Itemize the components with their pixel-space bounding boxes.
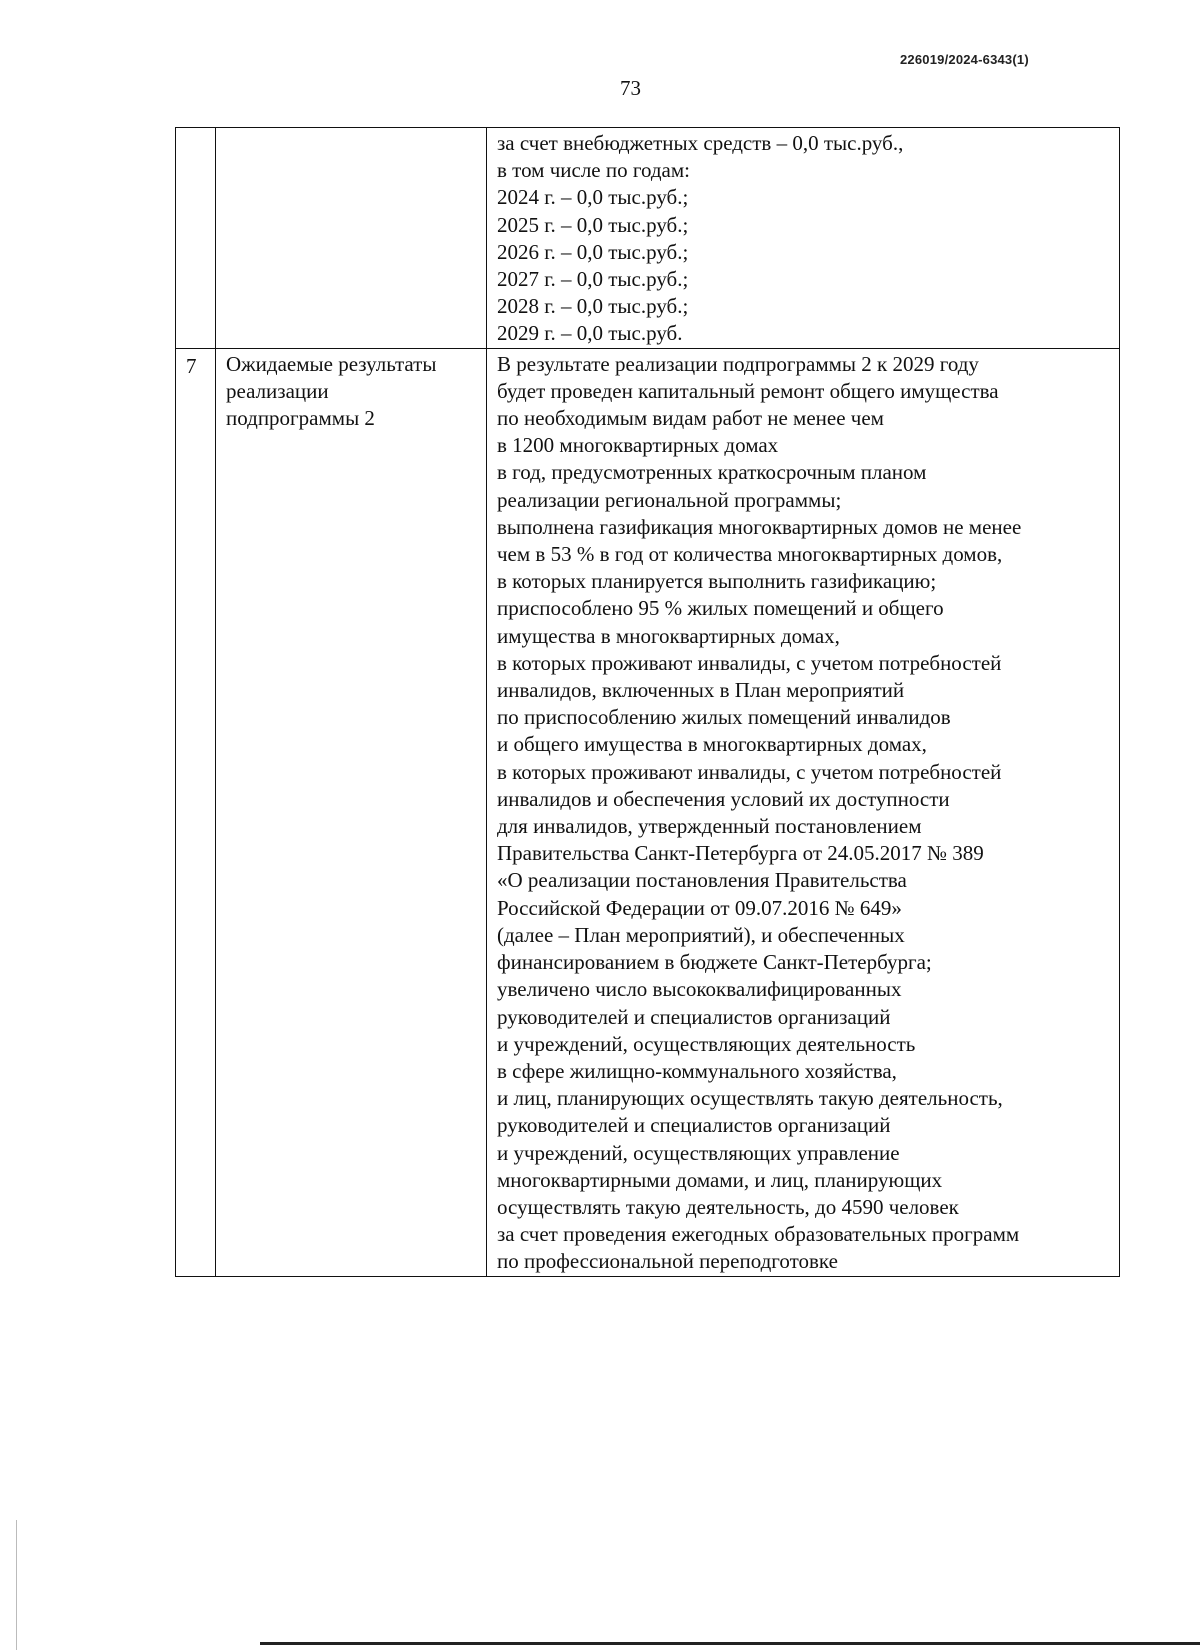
page-number: 73: [620, 76, 641, 100]
text-line: и учреждений, осуществляющих деятельность: [497, 1031, 916, 1056]
text-line: 2029 г. – 0,0 тыс.руб.: [497, 321, 683, 346]
text-line: в которых проживают инвалиды, с учетом потребностей: [497, 759, 1002, 784]
text-line: будет проведен капитальный ремонт общего имущества: [497, 378, 999, 403]
text-line: для инвалидов, утвержденный постановлением: [497, 814, 922, 839]
text-line: за счет проведения ежегодных образовательных программ: [497, 1222, 1020, 1247]
row-name-cell: [216, 128, 487, 349]
row-number-cell: [176, 128, 216, 349]
text-line: Правительства Санкт-Петербурга от 24.05.2017 № 389: [497, 841, 984, 866]
text-line: «О реализации постановления Правительства: [497, 868, 907, 893]
text-line: приспособлено 95 % жилых помещений и общего: [497, 596, 944, 621]
row-text-cell: [487, 128, 1120, 349]
text-line: Российской Федерации от 09.07.2016 № 649»: [497, 895, 902, 920]
text-line: многоквартирными домами, и лиц, планирующих: [497, 1167, 943, 1192]
text-line: 2026 г. – 0,0 тыс.руб.;: [497, 239, 689, 264]
scan-bottom-edge-line: [260, 1642, 1200, 1645]
text-line: (далее – План мероприятий), и обеспеченных: [497, 922, 905, 947]
text-line: 2025 г. – 0,0 тыс.руб.;: [497, 212, 689, 237]
text-line: в том числе по годам:: [497, 158, 690, 183]
text-line: чем в 53 % в год от количества многоквартирных домов,: [497, 542, 1003, 567]
text-line: инвалидов, включенных в План мероприятий: [497, 678, 905, 703]
text-line: по приспособлению жилых помещений инвалидов: [497, 705, 951, 730]
name-line: реализации: [226, 378, 329, 403]
text-line: выполнена газификация многоквартирных домов не менее: [497, 514, 1022, 539]
program-passport-table: [175, 127, 1120, 1277]
document-registration-number: 226019/2024-6343(1): [900, 52, 1029, 67]
text-line: имущества в многоквартирных домах,: [497, 623, 840, 648]
text-line: увеличено число высококвалифицированных: [497, 977, 902, 1002]
text-line: в 1200 многоквартирных домах: [497, 433, 779, 458]
text-line: В результате реализации подпрограммы 2 к 2029 году: [497, 351, 979, 376]
row-name-cell: [216, 348, 487, 1276]
text-line: и лиц, планирующих осуществлять такую деятельность,: [497, 1086, 1003, 1111]
text-line: и общего имущества в многоквартирных домах,: [497, 732, 927, 757]
text-line: по необходимым видам работ не менее чем: [497, 406, 884, 431]
table-row-expected-results: [176, 348, 1120, 1276]
text-line: и учреждений, осуществляющих управление: [497, 1140, 900, 1165]
text-line: руководителей и специалистов организаций: [497, 1113, 891, 1138]
text-line: в которых планируется выполнить газификацию;: [497, 569, 937, 594]
text-line: реализации региональной программы;: [497, 487, 842, 512]
text-line: 2027 г. – 0,0 тыс.руб.;: [497, 267, 689, 292]
text-line: в сфере жилищно-коммунального хозяйства,: [497, 1058, 897, 1083]
name-line: подпрограммы 2: [226, 406, 375, 431]
text-line: 2024 г. – 0,0 тыс.руб.;: [497, 185, 689, 210]
text-line: руководителей и специалистов организаций: [497, 1004, 891, 1029]
scan-margin-line: [16, 1520, 17, 1650]
text-line: в год, предусмотренных краткосрочным планом: [497, 460, 927, 485]
table-row-extrabudgetary-funding: [176, 128, 1120, 349]
text-line: 2028 г. – 0,0 тыс.руб.;: [497, 294, 689, 319]
text-line: инвалидов и обеспечения условий их доступности: [497, 786, 950, 811]
row-number-cell: 7: [176, 348, 216, 1276]
text-line: финансированием в бюджете Санкт-Петербурга;: [497, 950, 932, 975]
name-line: Ожидаемые результаты: [226, 351, 437, 376]
text-line: по профессиональной переподготовке: [497, 1249, 838, 1274]
text-line: осуществлять такую деятельность, до 4590 человек: [497, 1194, 959, 1219]
text-line: за счет внебюджетных средств – 0,0 тыс.руб.,: [497, 131, 904, 155]
text-line: в которых проживают инвалиды, с учетом потребностей: [497, 650, 1002, 675]
row-text-cell: [487, 348, 1120, 1276]
